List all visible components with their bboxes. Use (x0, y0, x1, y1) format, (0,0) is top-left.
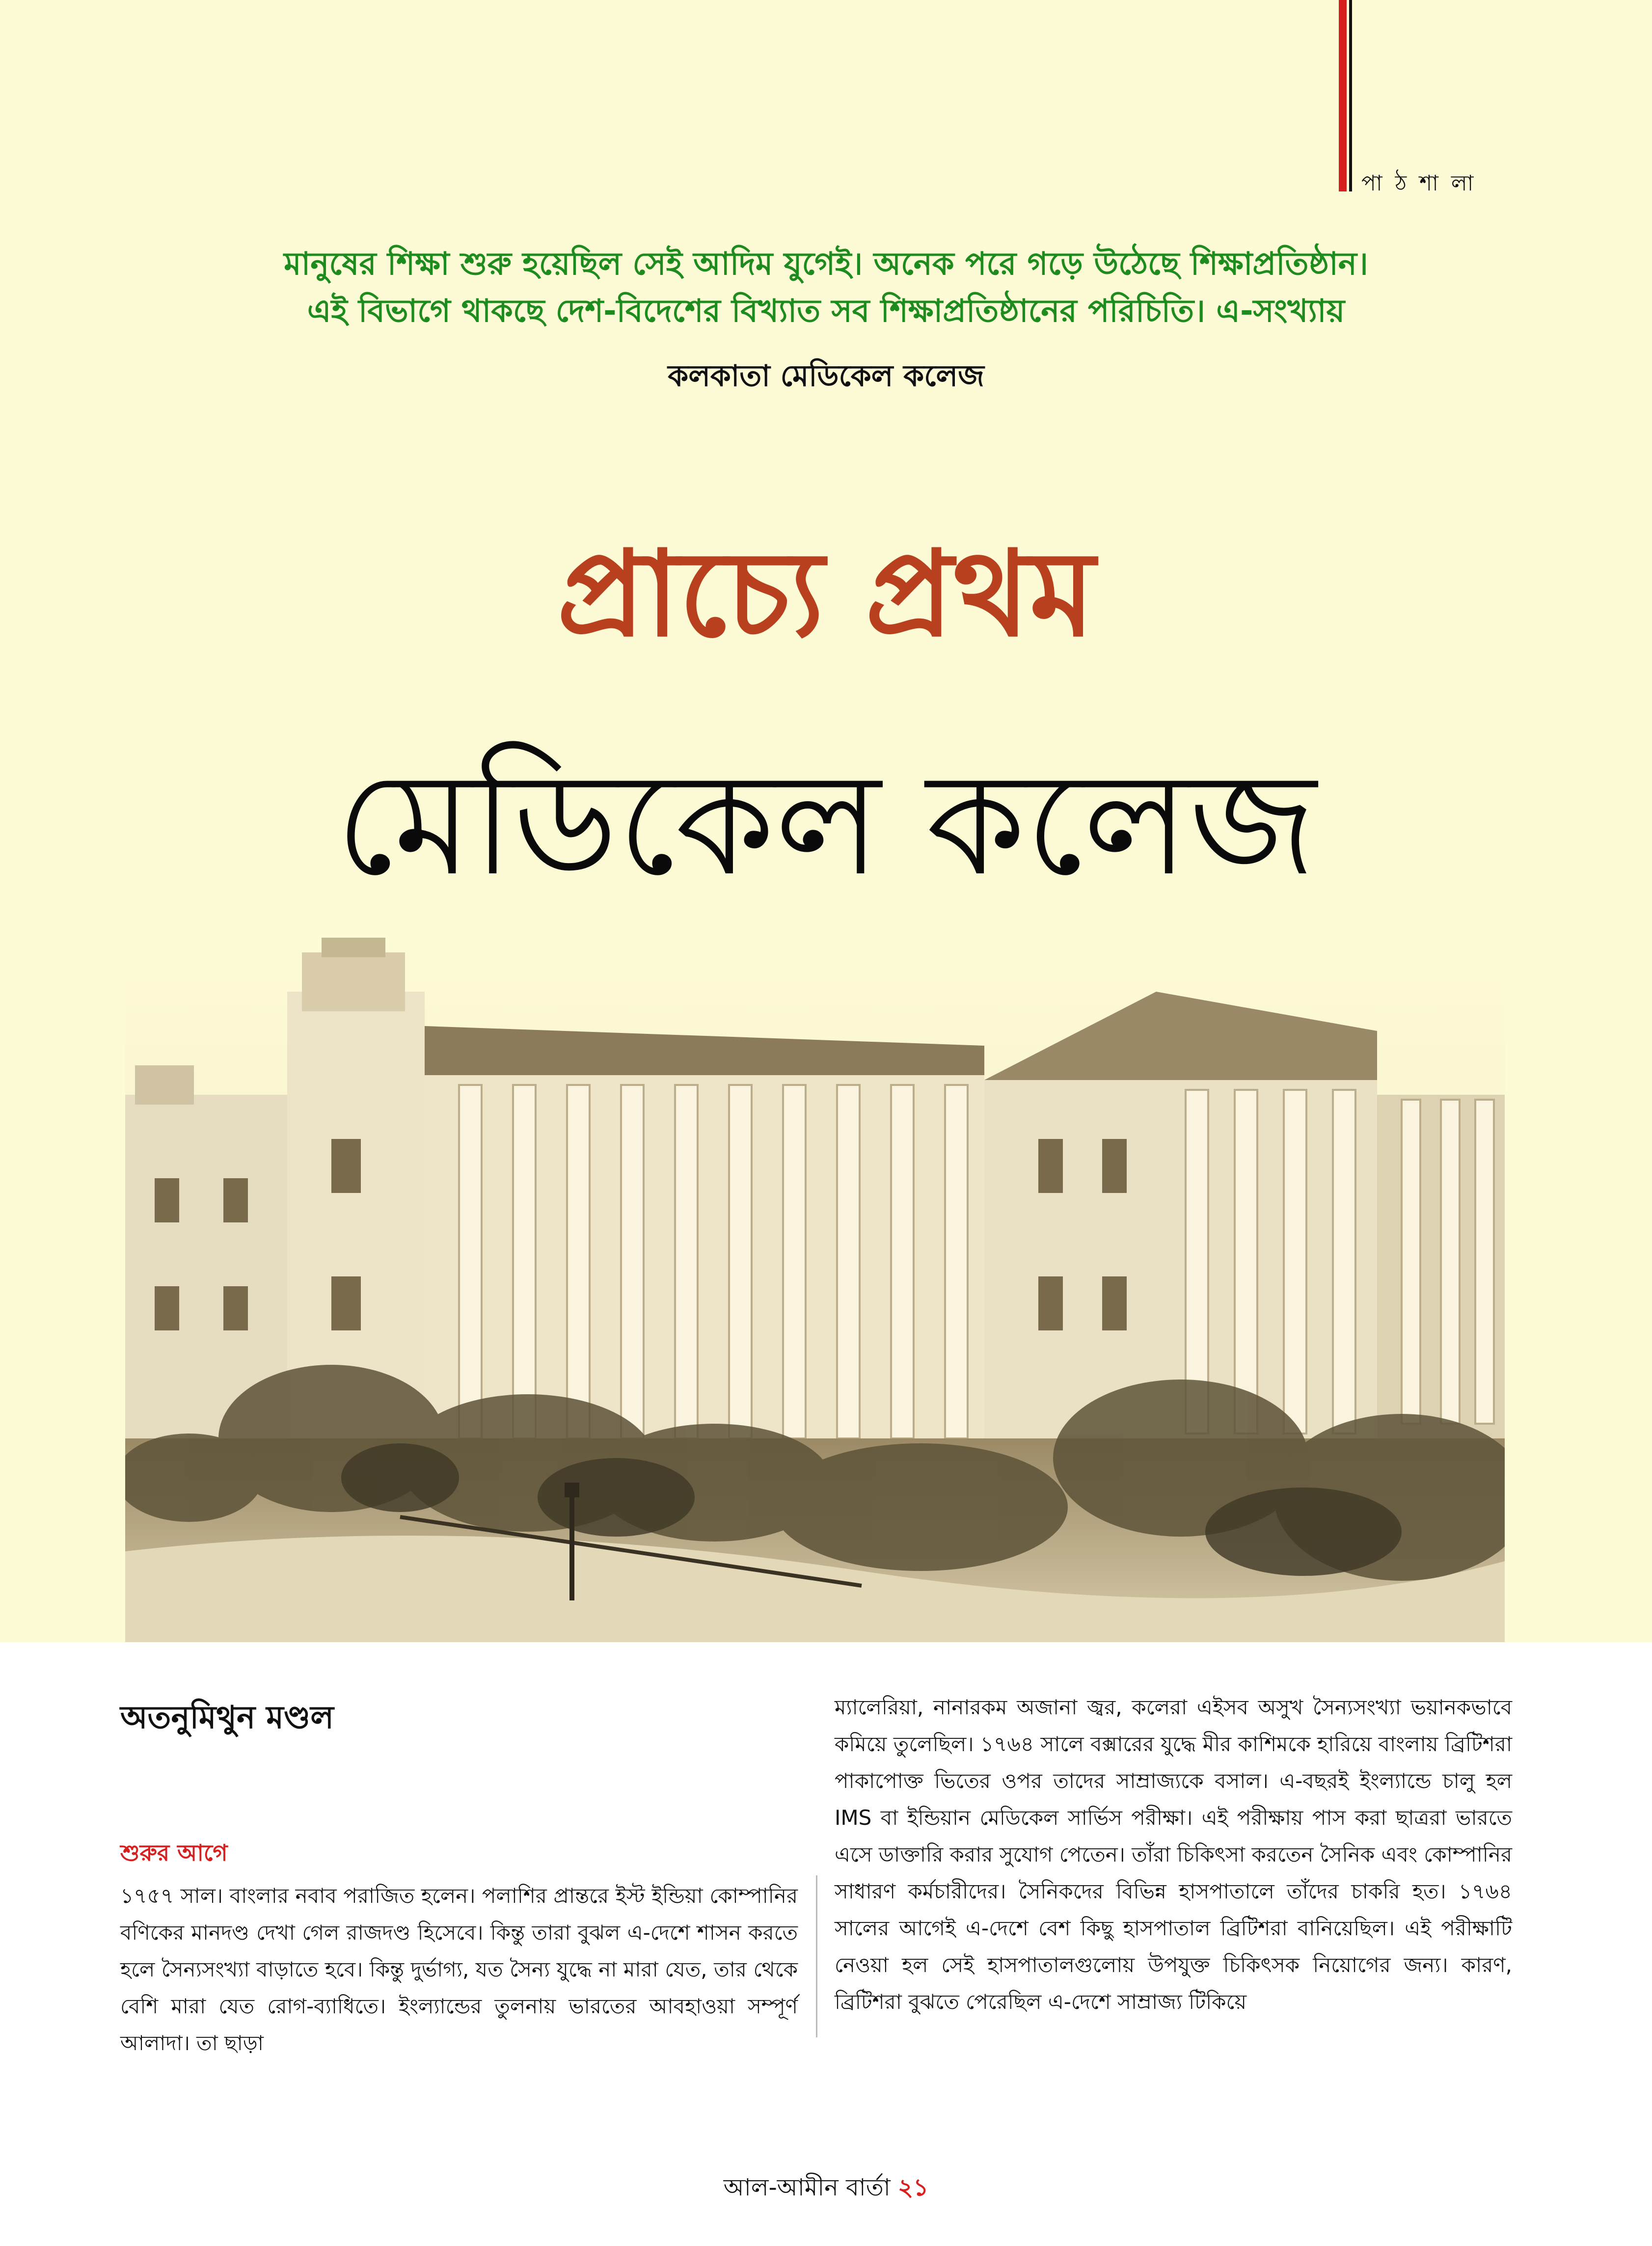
article-right-column (835, 1689, 1512, 2020)
body-text-right: ম্যালেরিয়া, নানারকম অজানা জ্বর, কলেরা এইসব অসুখ সৈন্যসংখ্যা ভয়ানকভাবে কমিয়ে তুলেছিল। ১৭৬৪ সালে বক্সারের যুদ্ধে মীর কাশিমকে হারিয়ে বাংলায় ব্রিটিশরা পাকাপোক্ত ভিতের ওপর তাদের সাম্রাজ্যকে বসাল। এ-বছরই ইংল্যান্ডে চালু হল IMS বা ইন্ডিয়ান মেডিকেল সার্ভিস পরীক্ষা। এই পরীক্ষায় পাস করা ছাত্ররা ভারতে এসে ডাক্তারি করার সুযোগ পেতেন। তাঁরা চিকিৎসা করতেন সৈনিক এবং কোম্পানির সাধারণ কর্মচারীদের। সৈনিকদের বিভিন্ন হাসপাতালে তাঁদের চাকরি হত। ১৭৬৪ সালের আগেই এ-দেশে বেশ কিছু হাসপাতাল ব্রিটিশরা বানিয়েছিল। এই পরীক্ষাটি নেওয়া হল সেই হাসপাতালগুলোয় উপযুক্ত চিকিৎসক নিয়োগের জন্য। কারণ, ব্রিটিশরা বুঝতে পেরেছিল এ-দেশে সাম্রাজ্য টিকিয়ে (835, 1695, 1512, 2014)
section-label: পা ঠ শা লা (1361, 171, 1477, 196)
magazine-name: আল-আমীন বার্তা (723, 2174, 891, 2201)
headline-line-2: মেডিকেল কলেজ (335, 742, 1317, 907)
section-subheading: শুরুর আগে (120, 1840, 228, 1866)
author-byline: অতনুমিথুন মণ্ডল (120, 1700, 334, 1736)
body-text-left: ১৭৫৭ সাল। বাংলার নবাব পরাজিত হলেন। পলাশির প্রান্তরে ইস্ট ইন্ডিয়া কোম্পানির বণিকের মানদণ্ড দেখা গেল রাজদণ্ড হিসেবে। কিন্তু তারা বুঝল এ-দেশে শাসন করতে হলে সৈন্যসংখ্যা বাড়াতে হবে। কিন্তু দুর্ভাগ্য, যত সৈন্য যুদ্ধে না মারা যেত, তার থেকে বেশি মারা যেত রোগ-ব্যাধিতে। ইংল্যান্ডের তুলনায় ভারতের আবহাওয়া সম্পূর্ণ আলাদা। তা ছাড়া (120, 1884, 798, 2055)
intro-line-2: এই বিভাগে থাকছে দেশ-বিদেশের বিখ্যাত সব শিক্ষাপ্রতিষ্ঠানের পরিচিতি। এ-সংখ্যায় (307, 293, 1345, 329)
intro-paragraph (98, 241, 1554, 335)
intro-subject: কলকাতা মেডিকেল কলেজ (668, 359, 984, 393)
intro-line-1: মানুষের শিক্ষা শুরু হয়েছিল সেই আদিম যুগেই। অনেক পরে গড়ে উঠেছে শিক্ষাপ্রতিষ্ঠান। (284, 246, 1368, 282)
column-divider (816, 1875, 817, 2037)
college-building-photo (125, 933, 1505, 1642)
page-number: ২১ (897, 2174, 929, 2201)
accent-bar-black (1349, 0, 1352, 191)
headline-line-1: প্রাচ্যে প্রথম (557, 525, 1095, 663)
article-left-column (120, 1836, 798, 2061)
accent-bar-red (1339, 0, 1347, 191)
page-footer (0, 2170, 1652, 2209)
